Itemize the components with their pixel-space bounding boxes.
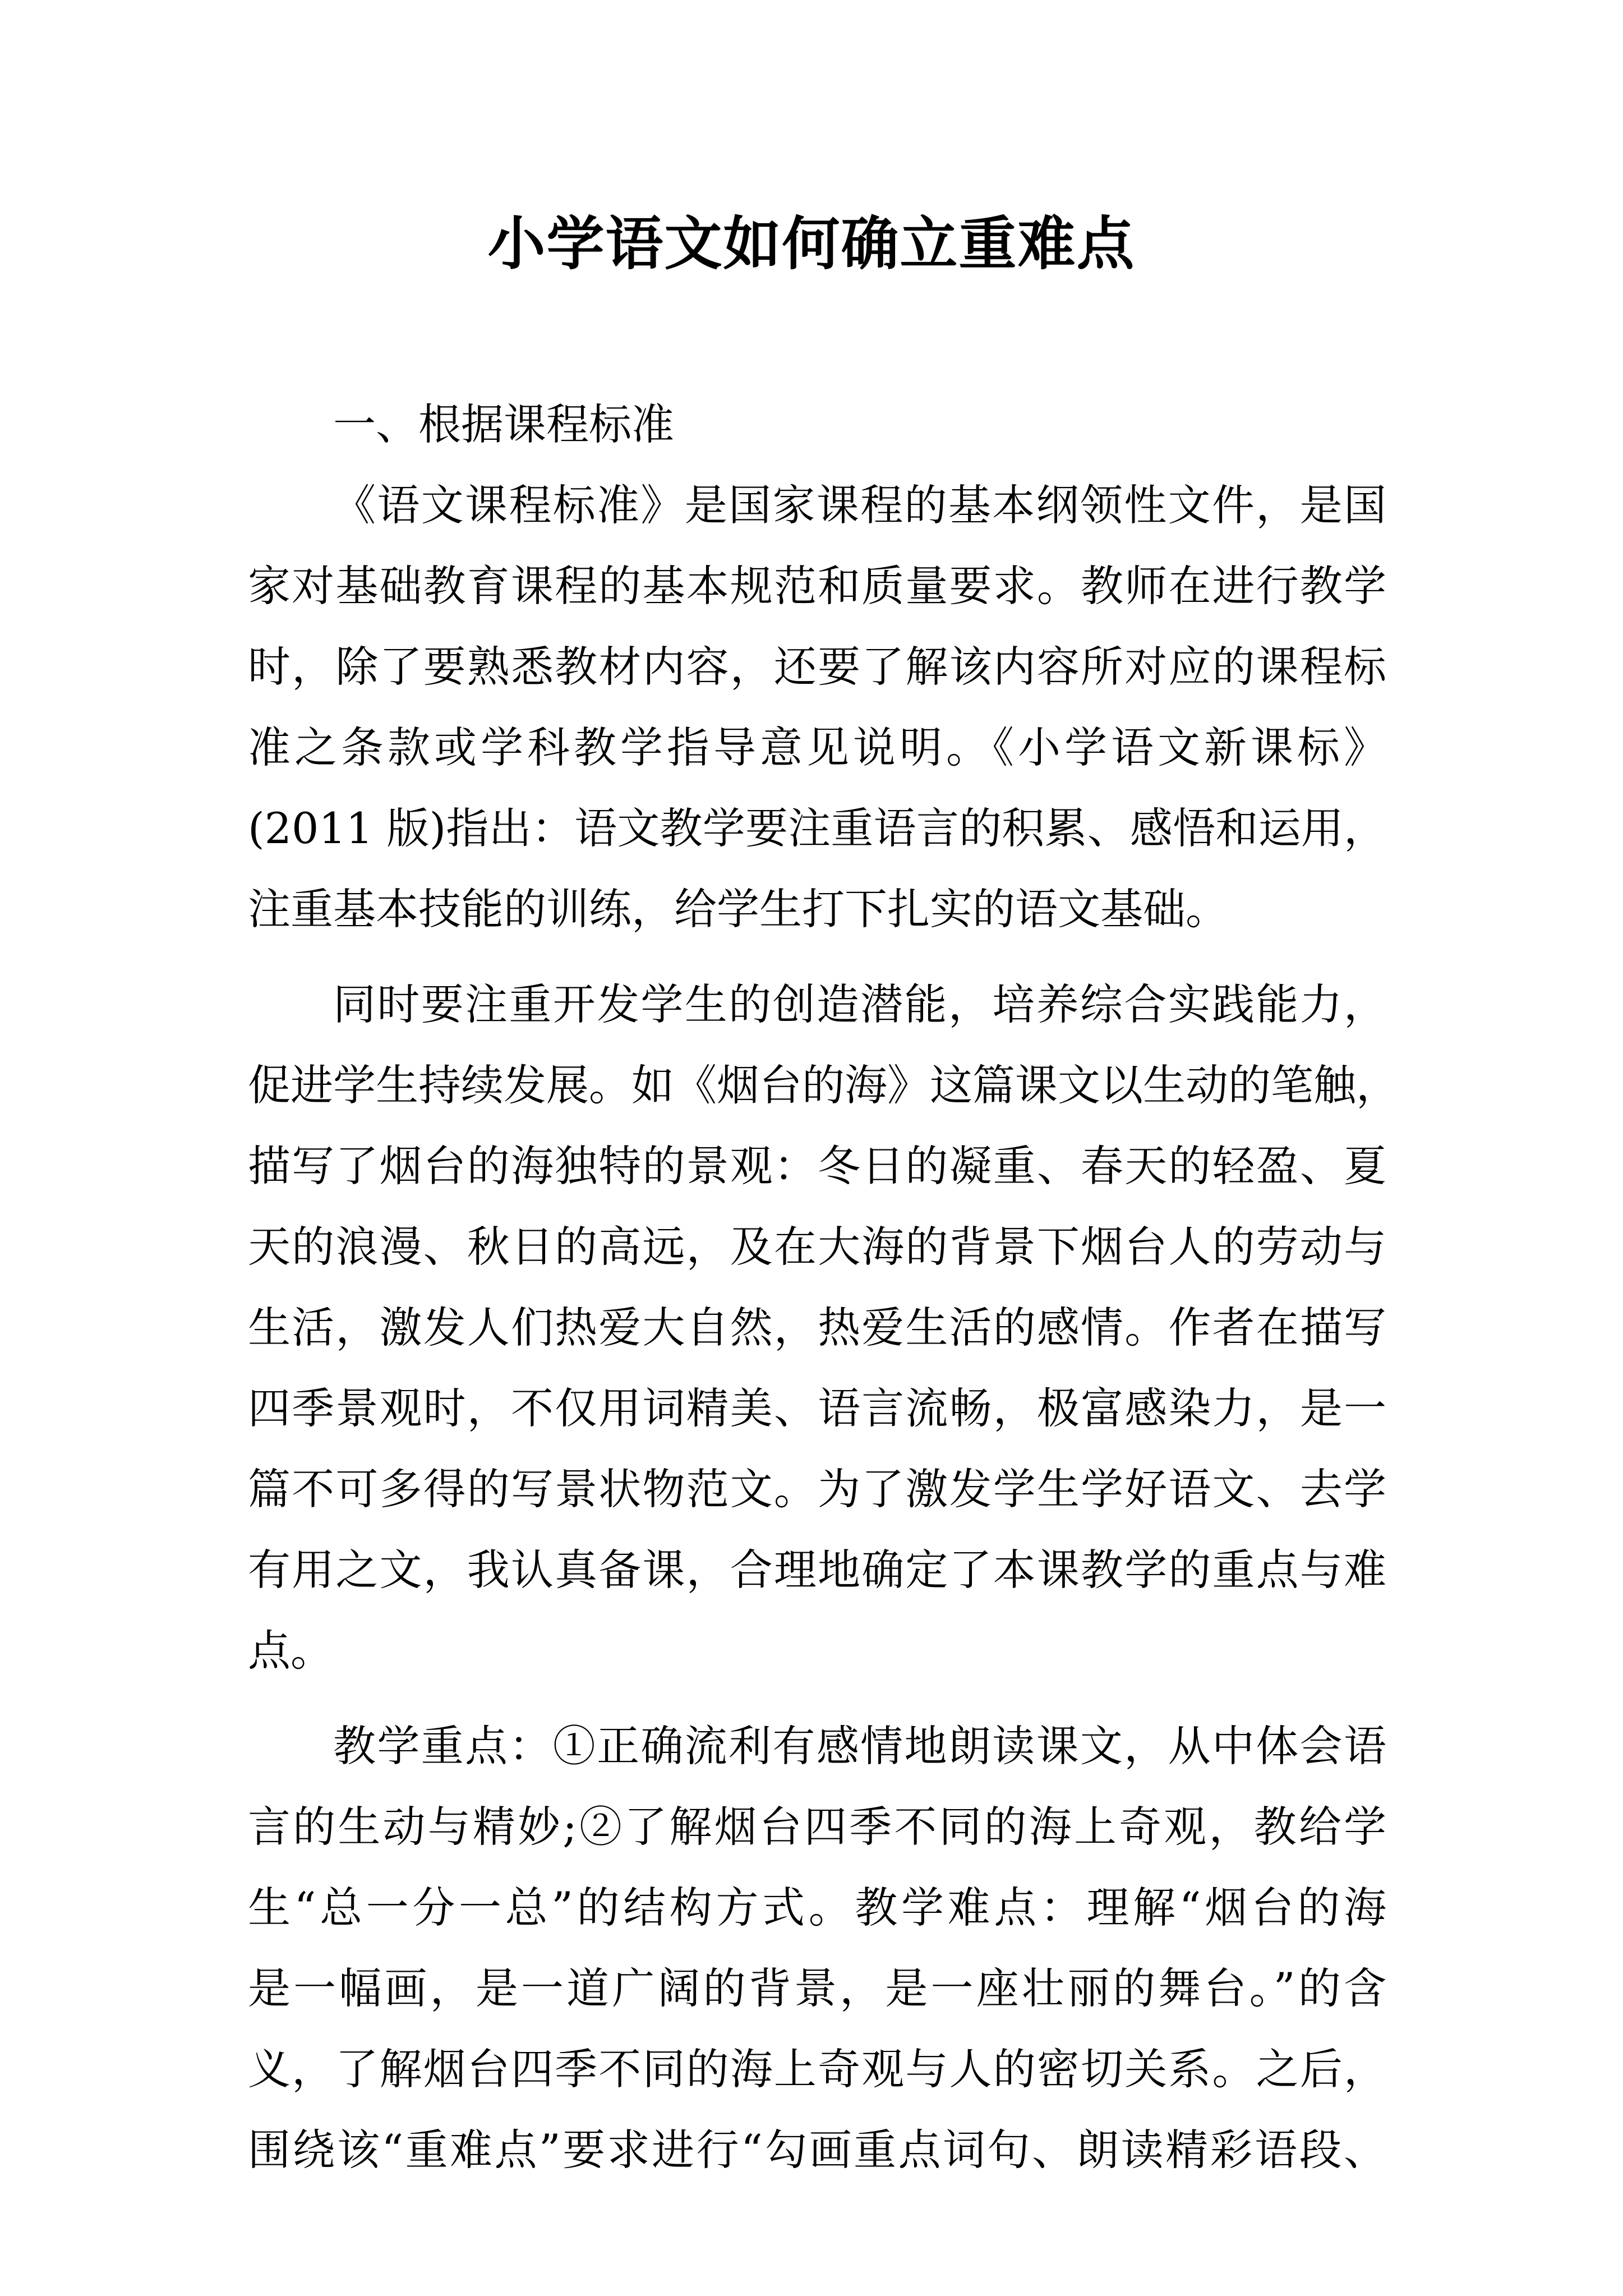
paragraph: [248, 1706, 1386, 2191]
text-line: 点。: [248, 1626, 333, 1676]
text-line: 教学重点：①正确流利有感情地朗读课文，从中体会语: [333, 1721, 1386, 1771]
text-line: 义，了解烟台四季不同的海上奇观与人的密切关系。之后，: [248, 2044, 1386, 2094]
document-body: [248, 384, 1399, 2191]
text-line: 生“总一分一总”的结构方式。教学难点：理解“烟台的海: [248, 1883, 1386, 1932]
text-line: 生活，激发人们热爱大自然，热爱生活的感情。作者在描写: [248, 1303, 1386, 1352]
text-line: 一、根据课程标准: [333, 399, 674, 449]
text-line: 时，除了要熟悉教材内容，还要了解该内容所对应的课程标: [248, 642, 1386, 692]
paragraph: [248, 964, 1399, 1691]
text-line: 天的浪漫、秋日的高远，及在大海的背景下烟台人的劳动与: [248, 1222, 1386, 1272]
text-line: 促进学生持续发展。如《烟台的海》这篇课文以生动的笔触，: [248, 1060, 1399, 1110]
text-line: 篇不可多得的写景状物范文。为了激发学生学好语文、去学: [248, 1464, 1386, 1514]
text-line: 准之条款或学科教学指导意见说明。《小学语文新课标》: [248, 723, 1386, 772]
text-line: 是一幅画，是一道广阔的背景，是一座壮丽的舞台。”的含: [248, 1963, 1386, 2013]
text-line: 同时要注重开发学生的创造潜能，培养综合实践能力，: [333, 979, 1386, 1029]
text-line: 描写了烟台的海独特的景观：冬日的凝重、春天的轻盈、夏: [248, 1141, 1386, 1191]
text-line: (2011 版)指出：语文教学要注重语言的积累、感悟和运用，: [248, 803, 1386, 853]
text-line: 围绕该“重难点”要求进行“勾画重点词句、朗读精彩语段、: [248, 2125, 1386, 2175]
paragraph: [248, 465, 1386, 950]
text-line: 注重基本技能的训练，给学生打下扎实的语文基础。: [248, 884, 1228, 934]
text-line: 《语文课程标准》是国家课程的基本纲领性文件，是国: [333, 480, 1386, 530]
document-title: 小学语文如何确立重难点: [487, 210, 1136, 278]
text-line: 言的生动与精妙;②了解烟台四季不同的海上奇观，教给学: [248, 1802, 1386, 1852]
section-heading: [248, 384, 1386, 465]
text-line: 四季景观时，不仅用词精美、语言流畅，极富感染力，是一: [248, 1383, 1386, 1433]
text-line: 有用之文，我认真备课，合理地确定了本课教学的重点与难: [248, 1545, 1386, 1595]
text-line: 家对基础教育课程的基本规范和质量要求。教师在进行教学: [248, 561, 1386, 611]
